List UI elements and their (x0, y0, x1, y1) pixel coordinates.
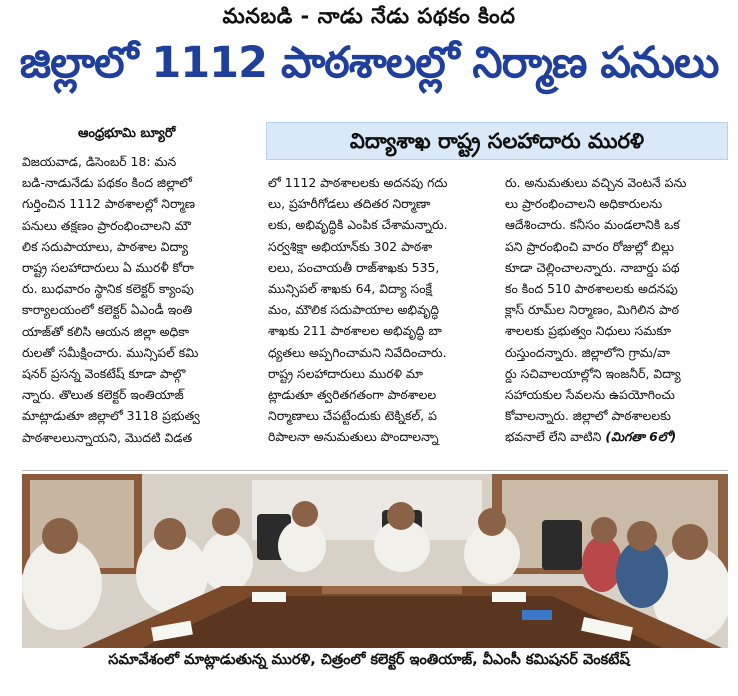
text-line: సర్వశిక్షా అభియాన్‌కు 302 పాఠశా (268, 238, 433, 254)
last-line-text: భవనాలే లేని వాటిని (505, 429, 602, 445)
text-line: విజయవాడ, డిసెంబర్ 18: మన (22, 154, 177, 169)
text-line: రులతో సమీక్షించారు. మున్సిపల్ కమి (22, 344, 199, 360)
text-line: లు ప్రారంభించాలని అధికారులను (505, 196, 663, 212)
text-line: షనర్ ప్రసన్న వెంకటేష్ కూడా పాల్గొ (22, 366, 186, 382)
text-line: న్నారు. తొలుత కలెక్టర్ ఇంతియాజ్ (22, 387, 184, 403)
text-line: కార్యాలయంలో కలెక్టర్ ఏఎండీ ఇంతి (22, 302, 193, 318)
text-line (505, 426, 731, 447)
text-line: బడి-నాడునేడు పథకం కింద జిల్లాలో (22, 175, 192, 191)
kicker-heading: మనబడి - నాడు నేడు పథకం కింద (222, 4, 516, 28)
text-line: లలు, పంచాయతీ రాజ్‌శాఖకు 535, (268, 259, 440, 275)
article-column-2 (268, 172, 494, 448)
meeting-illustration (22, 474, 728, 648)
article-column-1 (22, 151, 254, 448)
text-line: లు, ప్రహరీగోడలు తదితర నిర్మాణా (268, 196, 431, 212)
photo-caption: సమావేశంలో మాట్లాడుతున్న మురళి, చిత్రంలో కలెక్టర్ ఇంతియాజ్, వీఎంసీ కమిషనర్ వెంకటేష్ (108, 652, 630, 668)
article-column-3 (505, 172, 731, 448)
text-line: రిపాలనా అనుమతులు పొందాలన్నా (268, 429, 439, 445)
text-line: పని ప్రారంభించి వారం రోజుల్లో బిల్లు (505, 238, 674, 254)
text-line: మాట్లాడుతూ జిల్లాలో 3118 ప్రభుత్వ (22, 408, 200, 424)
text-line: ర్డు సచివాలయాల్లోని ఇంజనీర్, విద్యా (505, 365, 681, 381)
continued-on-page-6: (మిగతా 6లో) (605, 429, 677, 445)
divider (22, 470, 728, 471)
text-line: క్లాస్ రూమ్‌ల నిర్మాణం, మిగిలిన పాఠ (505, 302, 680, 318)
headline: జిల్లాలో 1112 పాఠశాలల్లో నిర్మాణ పనులు (19, 38, 719, 88)
text-line: యాజ్‌తో కలిసి ఆయన జిల్లా అధికా (22, 323, 190, 339)
text-line: రు. బుధవారం స్థానిక కలెక్టర్ క్యాంపు (22, 281, 194, 297)
text-line: పాఠశాలలున్నాయని, మొదటి విడత (22, 429, 193, 445)
text-line: రాష్ట్ర సలహాదారులు మురళి మా (268, 365, 423, 381)
text-line: పనులు తక్షణం ప్రారంభించాలని మౌ (22, 217, 191, 233)
text-line: మం, మౌలిక సదుపాయాల అభివృద్ధి (268, 302, 440, 318)
meeting-photo (22, 474, 728, 648)
byline: ఆంధ్రభూమి బ్యూరో (78, 126, 176, 141)
text-line: రాష్ట్ర సలహాదారులు ఏ మురళీ కోరా (22, 260, 194, 276)
text-line: ధ్యతలు అప్పగించామని నివేదించారు. (268, 344, 447, 360)
text-line: లో 1112 పాఠశాలలకు అదనపు గదు (268, 175, 448, 190)
text-line: రు. అనుమతులు వచ్చిన వెంటనే పను (505, 175, 687, 190)
text-line: రుస్తుందన్నారు. జిల్లాలోని గ్రామ/వా (505, 344, 670, 360)
text-line: లిక సదుపాయాలు, పాఠశాల విద్యా (22, 238, 189, 254)
text-line: కం కింద 510 పాఠశాలలకు అదనపు (505, 281, 678, 297)
text-line: గుర్తించిన 1112 పాఠశాలల్లో నిర్మాణ (22, 196, 195, 212)
text-line: శాఖకు 211 పాఠశాలల అభివృద్ధి బా (268, 323, 442, 339)
subheadline-box: విద్యాశాఖ రాష్ట్ర సలహాదారు మురళి (266, 122, 728, 160)
text-line: శాలలకు ప్రభుత్వం నిధులు సమకూ (505, 323, 672, 339)
text-line: ట్లాడుతూ త్వరితగతంగా పాఠశాలల (268, 387, 437, 403)
text-line: లకు, అభివృద్ధికి ఎంపిక చేశామన్నారు. (268, 217, 448, 233)
text-line: నిర్మాణాలు చేపట్టేందుకు టెక్నికల్, ప (268, 408, 437, 424)
text-line: మున్సిపల్ శాఖకు 64, విద్యా సంక్షే (268, 281, 432, 297)
text-line: కోవాలన్నారు. జిల్లాలో పాఠశాలలకు (505, 408, 671, 424)
text-line: ఆదేశించారు. కనీసం మండలానికి ఒక (505, 217, 680, 233)
text-line: సహాయకుల సేవలను ఉపయోగించు (505, 387, 675, 403)
text-line: కూడా చెల్లించాలన్నారు. నాబార్డు పథ (505, 259, 680, 275)
